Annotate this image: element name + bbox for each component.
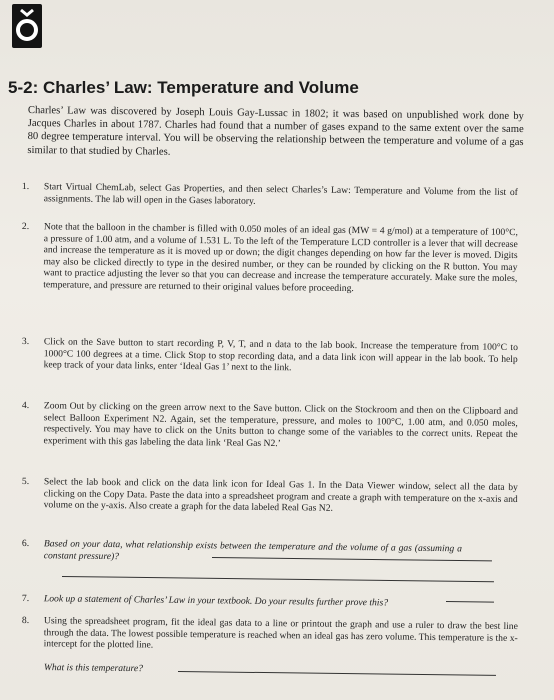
step-number: 3. xyxy=(21,336,30,348)
answer-line-6b[interactable] xyxy=(62,576,494,582)
intro-paragraph: Charles’ Law was discovered by Joseph Louis Gay-Lussac in 1802; it was based on unpublished work done by Jacques Charles in about 1787. Charles had found that a number of gases expand to the same extent over the same 80 degree temperature interval. You will be observing the relationship between the temperature and volume of a gas similar to that studied by Charles. xyxy=(27,104,524,158)
step-3 xyxy=(22,336,518,377)
step-2 xyxy=(21,221,518,297)
step-number: 4. xyxy=(21,400,30,412)
step-text: Zoom Out by clicking on the green arrow next to the Save button. Click on the Stockroom and then on the Clipboard and select Balloon Experiment N2. Again, set the temperature, pressure, and moles to 100°C, 1.00 atm, and 0.050 moles, respectively. You may have to click on the Units button to change some of the variables to the correct units. Repeat the experiment with this gas labeling the data link ‘Real Gas N2.’ xyxy=(43,400,518,449)
step-text: Based on your data, what relationship exists between the temperature and the volume of a gas (assuming a constant pressure)? xyxy=(43,538,462,562)
step-number: 8. xyxy=(21,615,30,627)
question-8b: What is this temperature? xyxy=(43,662,144,675)
step-text: Note that the balloon in the chamber is filled with 0.050 moles of an ideal gas (MW = 4 g/mol) at a temperature of 100°C, a pressure of 1.00 atm, and a volume of 1.531 L. To the left of the Temperature LCD controller is a lever that will decrease and increase the temperature as it is moved up or down; the digit changes depending on how far the lever is moved. Digits may also be clicked directly to type in the desired number, or they can be rounded by clicking on the R button. You may want to practice adjusting the lever so that you can decrease and increase the temperature accurately. Make sure the moles, temperature, and pressure are returned to their original values before proceeding. xyxy=(43,221,518,295)
step-text: Start Virtual ChemLab, select Gas Properties, and then select Charles’s Law: Temperature and Volume from the list of assignments. The lab will open in the Gases laboratory. xyxy=(43,181,518,207)
step-number: 1. xyxy=(21,181,30,193)
step-1 xyxy=(22,181,518,210)
step-text: Look up a statement of Charles’ Law in your textbook. Do your results further prove this? xyxy=(43,593,389,609)
step-number: 6. xyxy=(21,538,30,550)
step-text: Click on the Save button to start recording P, V, T, and n data to the lab book. Increase the temperature from 100°C to 1000°C 100 degrees at a time. Click Stop to stop recording data, and a data link icon will appear in the lab book. To help keep track of your data links, enter ‘Ideal Gas 1’ next to the link. xyxy=(43,336,518,374)
answer-line-7[interactable] xyxy=(446,601,494,603)
step-5 xyxy=(22,476,518,517)
step-number: 5. xyxy=(21,476,30,488)
step-text: Using the spreadsheet program, fit the ideal gas data to a line or printout the graph and use a ruler to draw the best line through the data. The lowest possible temperature is reached when an ideal gas has zero volume. This temperature is the x-intercept for the plotted line. xyxy=(43,615,518,651)
step-6 xyxy=(22,538,462,567)
step-4 xyxy=(21,400,518,452)
step-7 xyxy=(22,593,442,610)
step-number: 7. xyxy=(21,593,30,605)
step-text: Select the lab book and click on the data link icon for Ideal Gas 1. In the Data Viewer window, select all the data by clicking on the Copy Data. Paste the data into a spreadsheet program and create a graph with temperature on the x-axis and volume on the y-axis. Also create a graph for the data labeled Real Gas N2. xyxy=(43,476,518,514)
app-logo-icon xyxy=(12,4,42,48)
step-number: 2. xyxy=(21,221,30,233)
page-title: 5-2: Charles’ Law: Temperature and Volume xyxy=(8,78,359,97)
step-8 xyxy=(22,615,518,656)
